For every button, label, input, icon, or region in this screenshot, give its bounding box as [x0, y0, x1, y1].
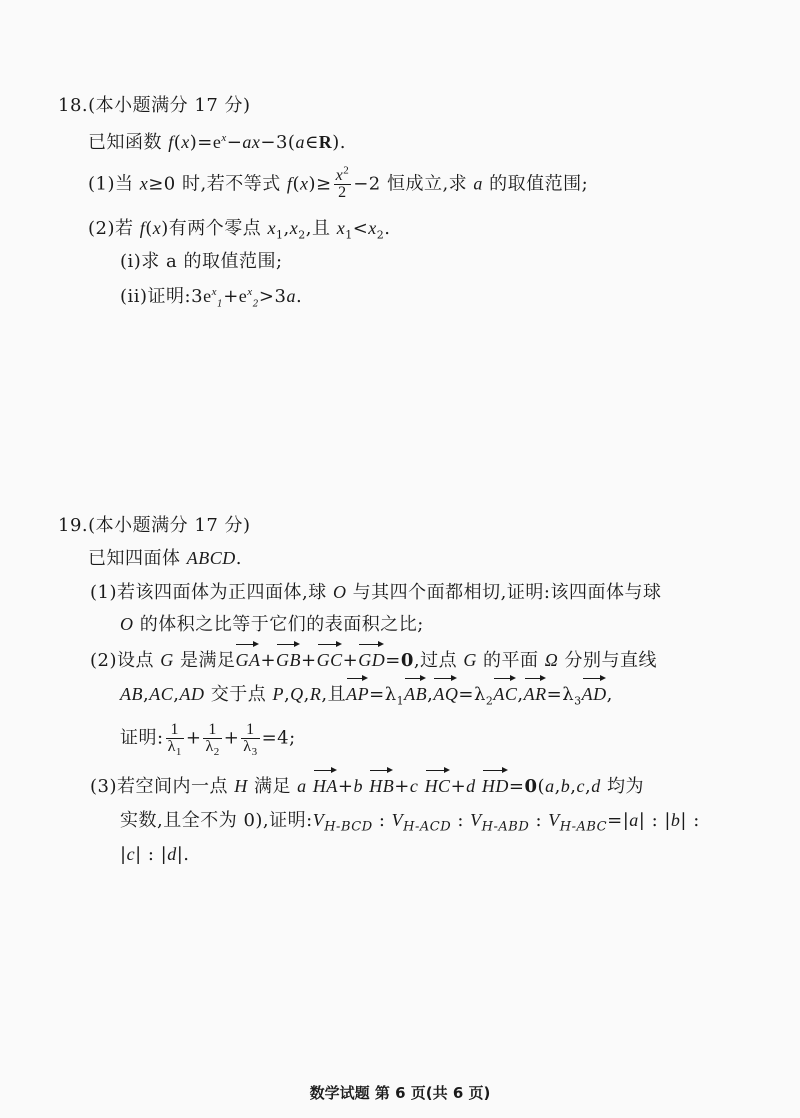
- q18-part2-ii: (ii)证明$:3e^x_1+e^x_2>3a$.: [120, 286, 303, 310]
- q19-part1-line2: O 的体积之比等于它们的表面积之比;: [120, 614, 424, 635]
- q18-part2: (2)若 f(x)有两个零点 $x_1,x_2$,且 $x_1<x_2$.: [88, 218, 391, 242]
- q19-part3-line3: |c| : |d|.: [120, 844, 190, 865]
- q19-part3-line1: (3)若空间内一点 H 满足 a HA+b HB+c HC+d HD=0(a,b,c,d 均为: [90, 772, 644, 801]
- q19-header: 19.(本小题满分 17 分): [58, 515, 251, 536]
- q18-header: 18.(本小题满分 17 分): [58, 95, 251, 116]
- q19-part2-line1: (2)设点 G 是满足GA+GB+GC+GD=0,过点 G 的平面 Ω 分别与直线: [90, 646, 657, 675]
- q19-part3-line2: 实数,且全不为 0),证明$:V_{H-BCD}$ : $V_{H-ACD}$ : $V_{H-ABD}$ : $V_{H-ABC}=|a|$ : |b| :: [120, 810, 700, 835]
- q19-stem: 已知四面体 ABCD.: [88, 548, 242, 569]
- q18-stem: 已知函数 $f(x)=e^x-ax-3(a\in R)$.: [88, 132, 347, 153]
- q19-part1-line1: (1)若该四面体为正四面体,球 O 与其四个面都相切,证明:该四面体与球: [90, 582, 662, 603]
- q19-part2-line2: AB,AC,AD 交于点 P,Q,R,且$AP=\lambda_1AB,AQ=\lambda_2AC,AR=\lambda_3AD$,: [120, 680, 613, 709]
- q19-part2-line3: 证明: $\frac{1}{\lambda_1}$ + $\frac{1}{\lambda_2}$ + $\frac{1}{\lambda_3}$ =4;: [120, 721, 296, 759]
- q18-part1: (1)当 x≥0 时,若不等式 f(x)≥ $\frac{x^2}{2}$ −2 恒成立,求 a 的取值范围;: [88, 164, 589, 201]
- fraction-x2-over-2: $\frac{x^2}{2}$: [335, 164, 350, 201]
- page-footer: 数学试题 第 6 页(共 6 页): [309, 1084, 491, 1102]
- q18-part2-i: (i)求 a 的取值范围;: [120, 251, 283, 272]
